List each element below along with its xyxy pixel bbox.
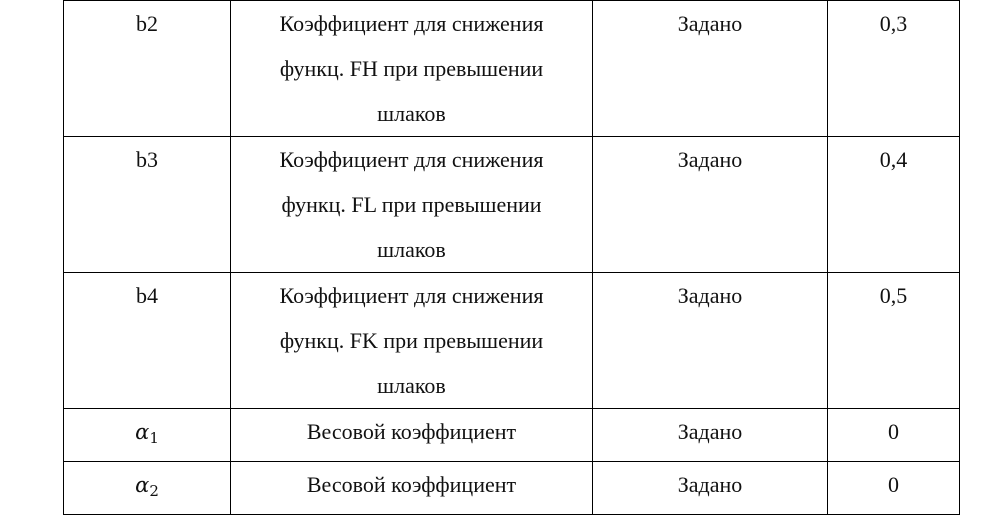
- description-cell: [231, 137, 593, 273]
- table-row: [64, 137, 960, 273]
- table-row: [64, 1, 960, 137]
- source-cell: Задано: [593, 409, 828, 462]
- symbol-subscript: 1: [149, 429, 159, 447]
- alpha-symbol: [135, 473, 159, 500]
- symbol-cell: [64, 409, 231, 462]
- description-line: Коэффициент для снижения: [279, 11, 544, 36]
- description-line: функц. FL при превышении: [281, 192, 542, 217]
- description-cell: [231, 273, 593, 409]
- symbol-cell: [64, 462, 231, 515]
- description-line: шлаков: [377, 101, 446, 126]
- description-line: шлаков: [377, 373, 446, 398]
- alpha-symbol: [135, 420, 159, 447]
- description-cell: [231, 1, 593, 137]
- symbol-cell: b3: [64, 137, 231, 273]
- description-cell: Весовой коэффициент: [231, 409, 593, 462]
- value-cell: 0,3: [828, 1, 960, 137]
- value-cell: 0: [828, 462, 960, 515]
- symbol-base: α: [135, 473, 150, 497]
- table-row: [64, 409, 960, 462]
- description-line: функц. FH при превышении: [279, 56, 544, 81]
- source-cell: Задано: [593, 1, 828, 137]
- parameter-table: [63, 0, 960, 515]
- value-cell: 0,4: [828, 137, 960, 273]
- symbol-cell: b2: [64, 1, 231, 137]
- value-cell: 0: [828, 409, 960, 462]
- description-line: функц. FK при превышении: [279, 328, 544, 353]
- description-line: Коэффициент для снижения: [279, 147, 544, 172]
- description-line: шлаков: [377, 237, 446, 262]
- table-row: [64, 462, 960, 515]
- source-cell: Задано: [593, 137, 828, 273]
- description-line: Коэффициент для снижения: [279, 283, 544, 308]
- source-cell: Задано: [593, 273, 828, 409]
- description-cell: Весовой коэффициент: [231, 462, 593, 515]
- source-cell: Задано: [593, 462, 828, 515]
- table-row: [64, 273, 960, 409]
- symbol-base: α: [135, 420, 150, 444]
- value-cell: 0,5: [828, 273, 960, 409]
- symbol-cell: b4: [64, 273, 231, 409]
- symbol-subscript: 2: [149, 482, 159, 500]
